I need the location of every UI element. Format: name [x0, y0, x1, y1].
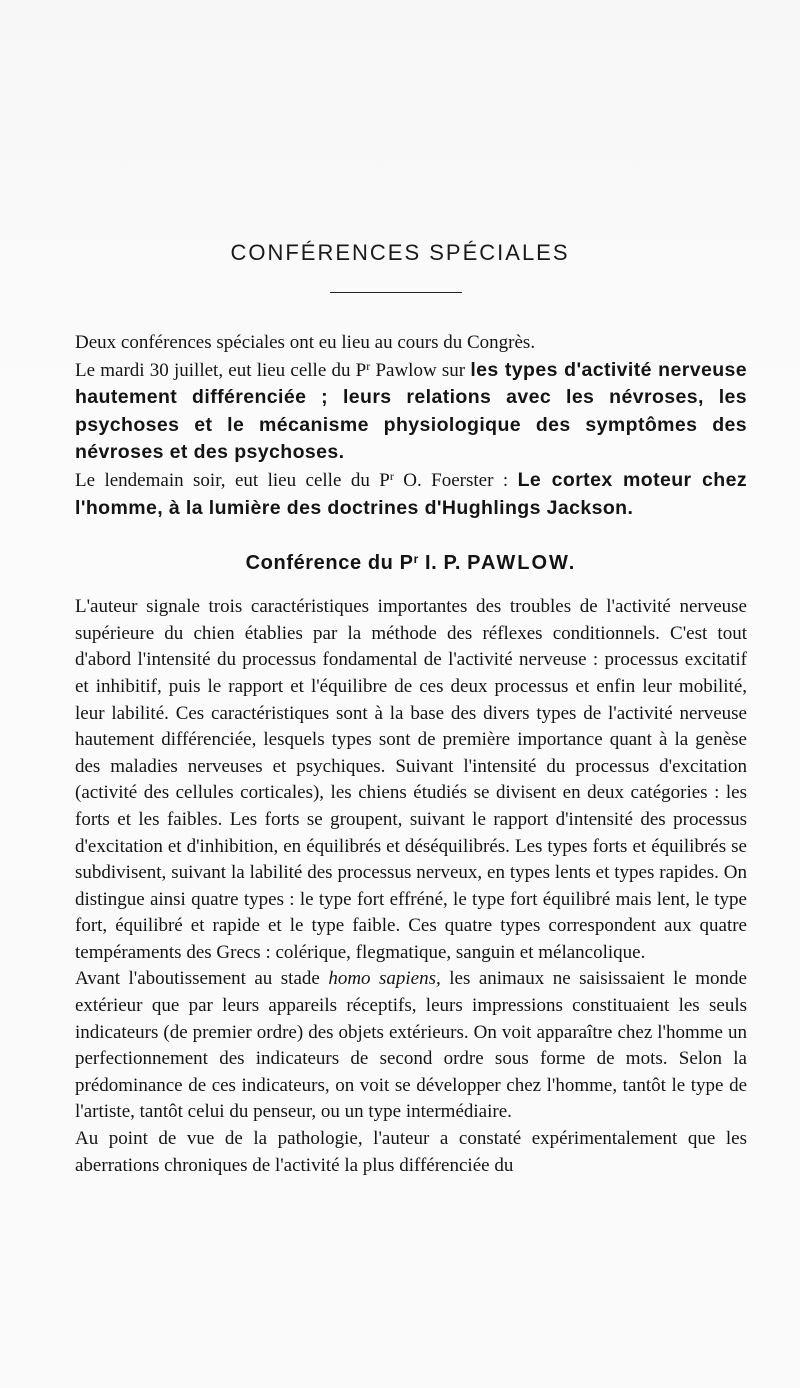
intro-paragraph-1: Deux conférences spéciales ont eu lieu au cours du Congrès.: [75, 332, 536, 353]
intro-paragraph-3: Le lendemain soir, eut lieu celle du $P^r$ O. Foerster : Le cortex moteur chez l'homme, à la lumière des doctrines d'Hughlings Jackson.: [75, 468, 748, 519]
intro-paragraph-2: Le mardi 30 juillet, eut lieu celle du $P^r$ Pawlow sur les types d'activité nerveuse hautement différenciée ; leurs relations avec les névroses, les psychoses et le mécanisme physiologique des symptômes des névroses et des psychoses.: [75, 358, 747, 464]
body-text: [75, 330, 747, 1179]
lecture-title-foerster: Le cortex moteur chez l'homme, à la lumière des doctrines d'Hughlings Jackson.: [75, 468, 748, 519]
section-paragraph-1: L'auteur signale trois caractéristiques importantes des troubles de l'activité nerveuse supérieure du chien établies par la méthode des réflexes conditionnels. C'est tout d'abord l'intensité du processus fondamental de l'activité nerveuse : processus excitatif et inhibitif, puis le rapport et l'équilibre de ces deux processus et enfin leur mobilité, leur labilité. Ces caractéristiques sont à la base des divers types de l'activité nerveuse hautement différenciée, lesquels types sont de première importance quant à la genèse des maladies nerveuses et psychiques. Suivant l'intensité du processus d'excitation (activité des cellules corticales), les chiens étudiés se divisent en deux catégories : les forts et les faibles. Les forts se groupent, suivant le rapport d'intensité des processus d'excitation et d'inhibition, en équilibrés et déséquilibrés. Les types forts et équilibrés se subdivisent, suivant la labilité des processus nerveux, en types lents et types rapides. On distingue ainsi quatre types : le type fort effréné, le type fort équilibré mais lent, le type fort, équilibré et rapide et le type faible. Ces quatre types correspondent aux quatre tempéraments des Grecs : colérique, flegmatique, sanguin et mélancolique.: [75, 596, 747, 963]
section-heading: Conférence du $P^r$ I. P. PAWLOW.: [245, 552, 577, 575]
section-paragraph-3: Au point de vue de la pathologie, l'auteur a constaté expérimentalement que les aberrations chroniques de l'activité la plus différenciée du: [75, 1128, 747, 1176]
section-paragraph-2: Avant l'aboutissement au stade homo sapiens, les animaux ne saisissaient le monde extérieur que par leurs appareils réceptifs, leurs impressions constituaient les seuls indicateurs (de premier ordre) des objets extérieurs. On voit apparaître chez l'homme un perfectionnement des indicateurs de second ordre sous forme de mots. Selon la prédominance de ces indicateurs, on voit se développer chez l'homme, tantôt le type de l'artiste, tantôt celui du penseur, ou un type intermédiaire.: [75, 968, 747, 1123]
lecture-title-pawlow: les types d'activité nerveuse hautement différenciée ; leurs relations avec les névroses, les psychoses et le mécanisme physiologique des symptômes des névroses et des psychoses.: [75, 358, 747, 464]
title-divider: [330, 292, 462, 293]
page-title: CONFÉRENCES SPÉCIALES: [230, 240, 570, 265]
